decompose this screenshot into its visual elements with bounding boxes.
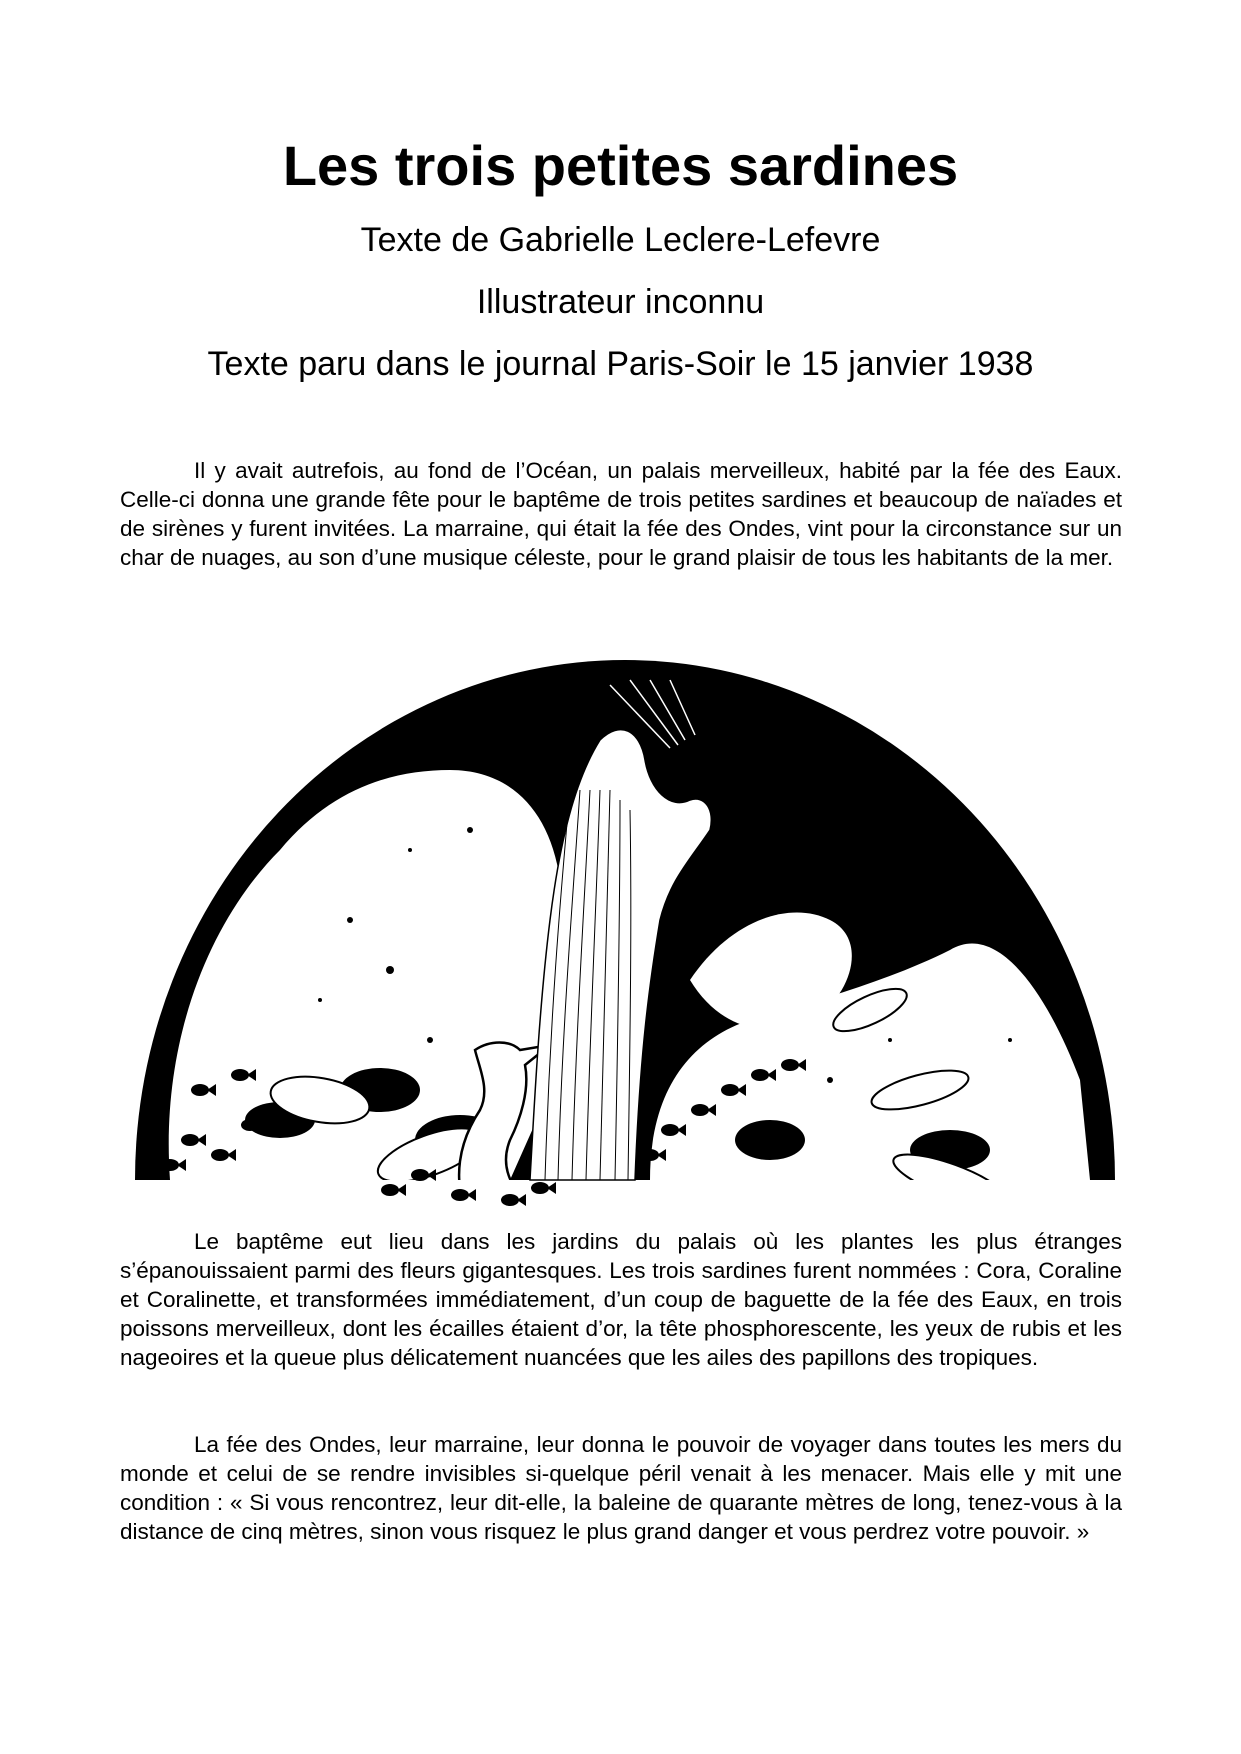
paragraph-2: Le baptême eut lieu dans les jardins du palais où les plantes les plus étranges s’épanouissaient parmi des fleurs gigantesques. Les trois sardines furent nommées : Cora, Coraline et Coralinette, et transformées immédiatement, d’un coup de baguette de la fée des Eaux, en trois poissons merveilleux, dont les écailles étaient d’or, la tête phosphorescente, les yeux de rubis et les nageoires et la queue plus délicatement nuancées que les ailes des papillons des tropiques. <box>120 1229 1122 1370</box>
publication-line: Texte paru dans le journal Paris-Soir le 15 janvier 1938 <box>207 345 1034 383</box>
paragraph-3: La fée des Ondes, leur marraine, leur donna le pouvoir de voyager dans toutes les mers du monde et celui de se rendre invisibles si-quelque péril venait à les menacer. Mais elle y mit une condition : « Si vous rencontrez, leur dit-elle, la baleine de quarante mètres de long, tenez-vous à la distance de cinq mètres, sinon vous risquez le plus grand danger et vous perdrez votre pouvoir. » <box>120 1432 1122 1544</box>
underwater-fairy-illustration <box>130 620 1120 1210</box>
paragraph-1: Il y avait autrefois, au fond de l’Océan, un palais merveilleux, habité par la fée des Eaux. Celle-ci donna une grande fête pour le baptême de trois petites sardines et beaucoup de naïades et de sirènes y furent invitées. La marraine, qui était la fée des Ondes, vint pour la circonstance sur un char de nuages, au son d’une musique céleste, pour le grand plaisir de tous les habitants de la mer. <box>120 458 1122 570</box>
story-title: Les trois petites sardines <box>282 134 959 197</box>
author-line: Texte de Gabrielle Leclere-Lefevre <box>360 221 881 259</box>
illustrator-line: Illustrateur inconnu <box>476 283 765 321</box>
